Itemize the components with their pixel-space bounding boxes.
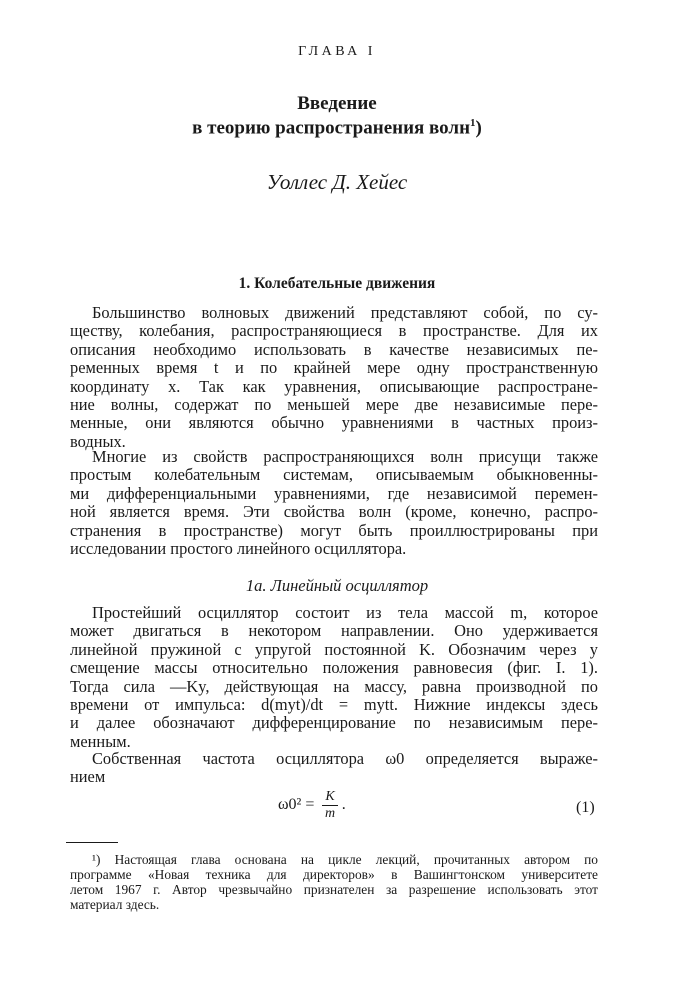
- footnote-line: летом 1967 г. Автор чрезвычайно признателен за разрешение использовать этот: [70, 882, 598, 897]
- text-line: ной является время. Эти свойства волн (кроме, конечно, распро-: [70, 502, 598, 522]
- fraction: [322, 789, 337, 822]
- footnote-line: программе «Новая техника для директоров» в Вашингтонском университете: [70, 867, 598, 882]
- text-line: нием: [70, 767, 106, 787]
- chapter-title-line-1: Введение: [297, 93, 377, 114]
- equation-lhs: ω0² =: [278, 796, 315, 814]
- text-line: менным.: [70, 731, 131, 751]
- fraction-numerator: K: [322, 789, 337, 806]
- fraction-denominator: m: [324, 806, 336, 821]
- text-line: времени от импульса: d(myt)/dt = mytt. Нижние индексы здесь: [70, 694, 598, 714]
- author-name: Уоллес Д. Хейес: [266, 170, 408, 194]
- chapter-label: ГЛАВА I: [298, 44, 376, 59]
- title-footnote-mark: 1: [470, 117, 476, 129]
- text-line: координату x. Так как уравнения, описывающие распростране-: [70, 376, 598, 396]
- chapter-title-line-2: в теорию распространения волн$^1$): [192, 117, 482, 139]
- text-line: странения в пространстве) могут быть проиллюстрированы при: [70, 520, 598, 540]
- text-line: и далее обозначают дифференцирование по независимым пере-: [70, 713, 598, 733]
- text-line: ние волны, содержат по меньшей мере две независимые пере-: [70, 394, 598, 414]
- text-line: менные, они являются обычно уравнениями в частных произ-: [70, 413, 598, 433]
- text-line: ществу, колебания, распространяющиеся в пространстве. Для их: [70, 321, 598, 341]
- equation-period: .: [341, 796, 346, 814]
- equation-1: [0, 787, 674, 827]
- text-line: Большинство волновых движений представляют собой, по су-: [92, 303, 598, 322]
- footnote-line: ¹) Настоящая глава основана на цикле лекций, прочитанных автором по: [92, 852, 598, 867]
- section-heading-1: 1. Колебательные движения: [238, 275, 436, 292]
- text-line: линейной пружиной с упругой постоянной K. Обозначим через y: [70, 639, 598, 659]
- text-line: исследовании простого линейного осциллятора.: [70, 538, 407, 558]
- text-line: Многие из свойств распространяющихся волн присущи также: [92, 447, 598, 466]
- footnote: [70, 852, 598, 912]
- text-line: Тогда сила —Ky, действующая на массу, равна производной по: [70, 676, 598, 696]
- text-line: описания необходимо использовать в качестве независимых пе-: [70, 339, 598, 359]
- text-line: может двигаться в некотором направлении. Оно удерживается: [70, 621, 598, 641]
- text-line: Собственная частота осциллятора ω0 определяется выраже-: [92, 749, 598, 768]
- equation-expression: [278, 789, 346, 822]
- text-line: водных.: [70, 431, 126, 451]
- footnote-separator: [66, 842, 118, 843]
- subsection-heading-1a: 1а. Линейный осциллятор: [245, 576, 429, 595]
- chapter-title-text: в теорию распространения волн: [192, 117, 471, 139]
- text-line: смещение массы относительно положения равновесия (фиг. I. 1).: [70, 658, 598, 678]
- text-line: простым колебательным системам, описываемым обыкновенны-: [70, 465, 598, 485]
- equation-number: (1): [576, 799, 595, 816]
- paragraph-1: [70, 304, 598, 451]
- text-line: Простейший осциллятор состоит из тела массой m, которое: [92, 603, 598, 622]
- text-line: ми дифференциальными уравнениями, где независимой перемен-: [70, 483, 598, 503]
- footnote-line: материал здесь.: [70, 897, 160, 912]
- text-line: ременных время t и по крайней мере одну пространственную: [70, 358, 598, 378]
- paragraph-4: [70, 750, 598, 787]
- paragraph-2: [70, 448, 598, 558]
- paragraph-3: [70, 604, 598, 751]
